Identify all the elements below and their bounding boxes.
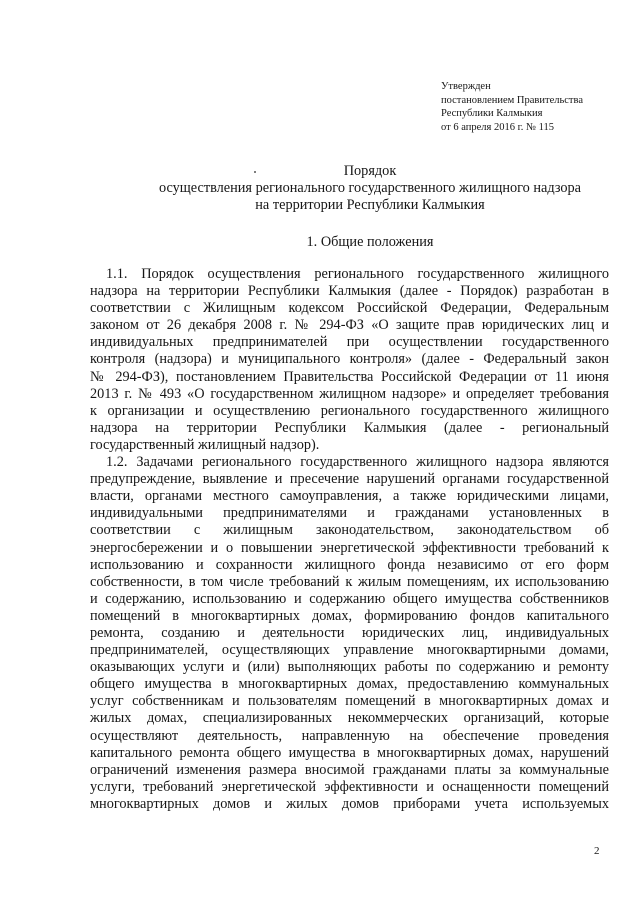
paragraph-line: осуществляют деятельность, направленную на обеспечение проведения bbox=[90, 727, 609, 744]
approval-line: от 6 апреля 2016 г. № 115 bbox=[441, 121, 554, 133]
paragraph-line: надзора на территории Республики Калмыкия (далее - Порядок) разработан в bbox=[90, 283, 609, 300]
paragraph-line: жилых домах, специализированных некоммерческих организаций, которые bbox=[90, 710, 609, 727]
paragraph-line: 2013 г. № 493 «О государственном жилищном надзоре» и определяет требования bbox=[90, 385, 609, 402]
paragraph-line: 1.2. Задачами регионального государственного жилищного надзора являются bbox=[106, 454, 609, 471]
paragraph-line: общего имущества в многоквартирных домах, предоставлению коммунальных bbox=[90, 676, 609, 693]
paragraph-line: ремонта, созданию и деятельности юридических лиц, индивидуальных bbox=[90, 624, 609, 641]
paragraph-line: услуги, требований энергетической эффективности и оснащенности помещений bbox=[90, 778, 609, 795]
paragraph-line: предупреждение, выявление и пресечение нарушений органами государственной bbox=[90, 471, 609, 488]
paragraph-line: ограничений изменения размера вносимой гражданами платы за коммунальные bbox=[90, 761, 609, 778]
paragraph-line: предпринимателей, осуществляющих управление многоквартирными домами, bbox=[90, 642, 609, 659]
paragraph-line: № 294-ФЗ), постановлением Правительства Российской Федерации от 11 июня bbox=[90, 368, 609, 385]
paragraph-line: и содержанию, использованию и содержанию общего имущества собственников bbox=[90, 590, 609, 607]
paragraph-line: государственный жилищный надзор). bbox=[90, 436, 320, 453]
paragraph-line: собственности, в том числе требований к жилым помещениям, их использованию bbox=[90, 573, 609, 590]
paragraph-line: соответствии с жилищным законодательством, законодательством об bbox=[90, 522, 609, 539]
paragraph-line: оказывающих услуги и (или) выполняющих работы по содержанию и ремонту bbox=[90, 659, 609, 676]
paragraph-line: использованию и сохранности жилищного фонда независимо от его форм bbox=[90, 556, 609, 573]
paragraph-line: контроля (надзора) и муниципального контроля» (далее - Федеральный закон bbox=[90, 351, 609, 368]
paragraph-line: многоквартирных домов и жилых домов приборами учета используемых bbox=[90, 795, 609, 812]
paragraph-line: услуг собственникам и пользователям помещений в многоквартирных домах и bbox=[90, 693, 609, 710]
approval-line: Утвержден bbox=[441, 81, 491, 92]
paragraph-line: энергосбережении и о повышении энергетической эффективности требований к bbox=[90, 539, 609, 556]
approval-line: Республики Калмыкия bbox=[441, 108, 543, 119]
paragraph-line: индивидуальными предпринимателями и гражданами установленных в bbox=[90, 505, 609, 522]
approval-stamp bbox=[441, 80, 583, 134]
document-title bbox=[90, 163, 640, 214]
paragraph-line: индивидуальных предпринимателей при осуществлении государственного bbox=[90, 334, 609, 351]
paragraph-line: 1.1. Порядок осуществления регионального государственного жилищного bbox=[106, 266, 609, 282]
paragraph-line: надзора на территории Республики Калмыкия (далее - региональный bbox=[90, 419, 609, 436]
title-line: Порядок bbox=[343, 163, 397, 179]
title-line: на территории Республики Калмыкия bbox=[255, 197, 485, 213]
section-heading: 1. Общие положения bbox=[306, 234, 434, 250]
paragraph-line: власти, органами местного самоуправления, а также юридическими лицами, bbox=[90, 488, 609, 505]
paragraph-line: к организации и осуществлению регионального государственного жилищного bbox=[90, 402, 609, 419]
document-body bbox=[90, 266, 609, 813]
paragraph-line: законом от 26 декабря 2008 г. № 294-ФЗ «О защите прав юридических лиц и bbox=[90, 317, 609, 334]
title-line: осуществления регионального государственного жилищного надзора bbox=[158, 180, 582, 196]
page-number: 2 bbox=[594, 845, 600, 857]
approval-line: постановлением Правительства bbox=[441, 94, 584, 106]
paragraph-line: помещений в многоквартирных домах, формированию фондов капитального bbox=[90, 607, 609, 624]
paragraph-line: соответствии с Жилищным кодексом Российской Федерации, Федеральным bbox=[90, 300, 609, 317]
paragraph-line: капитального ремонта общего имущества в многоквартирных домах, нарушений bbox=[90, 744, 609, 761]
